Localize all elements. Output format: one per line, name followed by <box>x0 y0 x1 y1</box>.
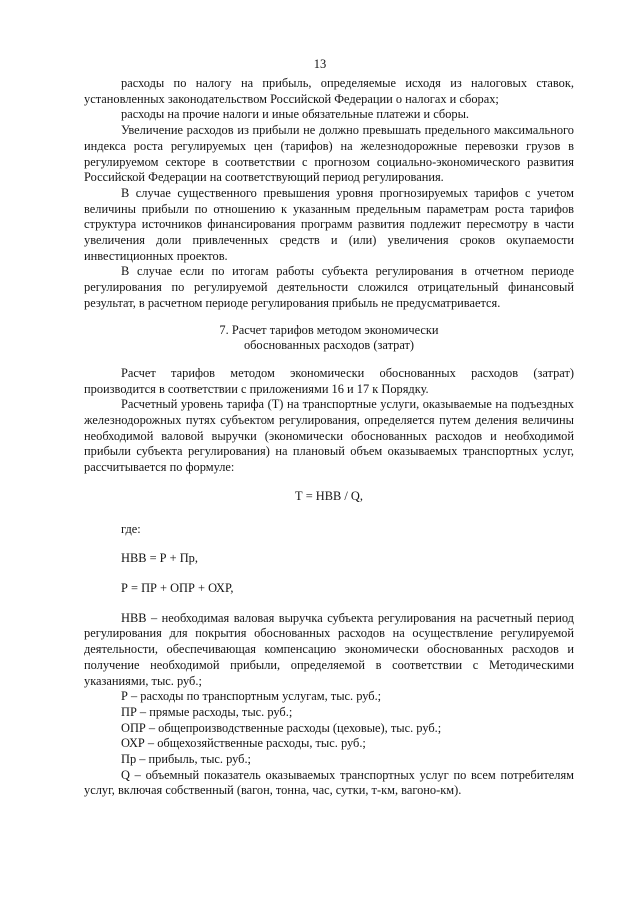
paragraph-other-taxes: расходы на прочие налоги и иные обязательные платежи и сборы. <box>121 107 470 122</box>
definition-nvv: НВВ – необходимая валовая выручка субъекта регулирования на расчетный период регулирования для покрытия обоснованных расходов на осуществление регулируемой деятельности, обеспечивающая компенсацию экономически обоснованных расходов и получение необходимой прибыли, определяемой в соответствии с Методическими указаниями, тыс. руб.; <box>84 610 574 688</box>
paragraph-profit-tax: расходы по налогу на прибыль, определяемые исходя из налоговых ставок, установленных законодательством Российской Федерации о налогах и сборах; <box>84 76 574 106</box>
definition-opr: ОПР – общепроизводственные расходы (цеховые), тыс. руб.; <box>121 720 442 735</box>
definition-pr: ПР – прямые расходы, тыс. руб.; <box>121 704 293 719</box>
definition-ohr: ОХР – общехозяйственные расходы, тыс. руб.; <box>121 736 366 751</box>
formula-r: Р = ПР + ОПР + ОХР, <box>121 580 234 595</box>
definition-profit: Пр – прибыль, тыс. руб.; <box>121 752 251 767</box>
paragraph-calculation-basis: Расчет тарифов методом экономически обоснованных расходов (затрат) производится в соответствии с приложениями 16 и 17 к Порядку. <box>84 365 574 396</box>
paragraph-tariff-level: Расчетный уровень тарифа (Т) на транспортные услуги, оказываемые на подъездных железнодорожных путях субъектом регулирования, определяется путем деления величины необходимой валовой выручки (экономически обоснованных расходов и необходимой прибыли субъекта регулирования) на плановый объем оказываемых транспортных услуг, рассчитывается по формуле: <box>84 397 574 475</box>
paragraph-tariff-excess: В случае существенного превышения уровня прогнозируемых тарифов с учетом величины прибыли по отношению к указанным предельным параметрам роста тарифов структура источников финансирования программ развития подлежит пересмотру в части увеличения доли привлеченных средств и (или) увеличения сроков окупаемости инвестиционных проектов. <box>84 185 574 263</box>
paragraph-expense-limit: Увеличение расходов из прибыли не должно превышать предельного максимального индекса роста регулируемых цен (тарифов) на железнодорожные перевозки грузов в регулируемом секторе в соответствии с прогнозом социально-экономического развития Российской Федерации на соответствующий период регулирования. <box>84 123 574 185</box>
definition-r: Р – расходы по транспортным услугам, тыс. руб.; <box>121 689 382 704</box>
formula-tariff: Т = НВВ / Q, <box>295 488 363 503</box>
paragraph-negative-result: В случае если по итогам работы субъекта регулирования в отчетном периоде регулирования по регулируемой деятельности сложился отрицательный финансовый результат, в расчетном периоде регулирования прибыль не предусматривается. <box>84 264 574 310</box>
where-label: где: <box>121 521 141 536</box>
definition-q: Q – объемный показатель оказываемых транспортных услуг по всем потребителям услуг, включая собственный (вагон, тонна, час, сутки, т-км, вагоно-км). <box>84 767 574 798</box>
formula-nvv: НВВ = Р + Пр, <box>121 551 198 566</box>
document-body <box>84 76 574 799</box>
page-number: 13 <box>313 57 327 71</box>
section-heading-line-2: обоснованных расходов (затрат) <box>243 338 415 353</box>
section-heading-line-1: 7. Расчет тарифов методом экономически <box>219 322 439 337</box>
section-heading <box>84 323 574 354</box>
